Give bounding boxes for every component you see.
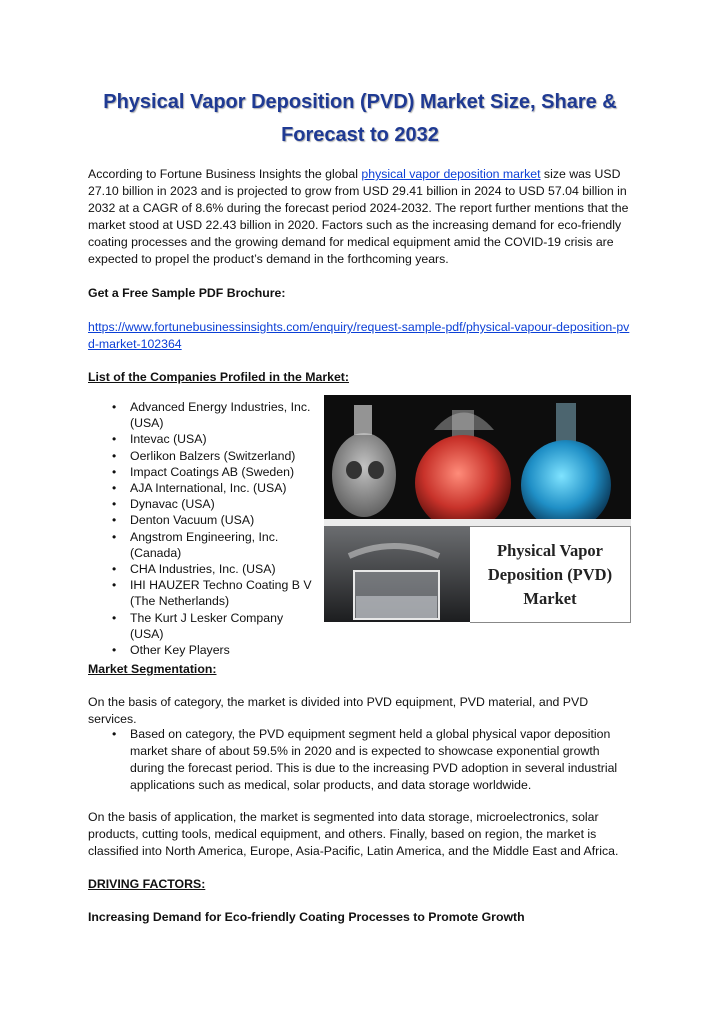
companies-heading: List of the Companies Profiled in the Market: xyxy=(88,370,349,384)
pvd-market-caption-box xyxy=(470,526,631,623)
list-item: • Angstrom Engineering, Inc. (Canada) xyxy=(88,529,318,561)
flasks-illustration xyxy=(324,395,631,526)
page-title: Physical Vapor Deposition (PVD) Market Size, Share & Forecast to 2032 xyxy=(103,91,617,146)
list-item: • Impact Coatings AB (Sweden) xyxy=(88,464,318,480)
list-item: • Advanced Energy Industries, Inc. (USA) xyxy=(88,399,318,431)
driving-factors-subheading: Increasing Demand for Eco-friendly Coating Processes to Promote Growth xyxy=(88,910,525,924)
segmentation-application-text: On the basis of application, the market is segmented into data storage, microelectronics, solar products, cutting tools, medical equipment, and others. Finally, based on region, the market is classified into North America, Europe, Asia-Pacific, Latin America, and the Middle East and Africa. xyxy=(88,810,619,858)
bullet-dot: • xyxy=(112,727,117,741)
image-caption: Physical Vapor Deposition (PVD) Market xyxy=(487,540,613,608)
driving-factors-heading: DRIVING FACTORS: xyxy=(88,877,206,891)
segmentation-bullet-text: Based on category, the PVD equipment segment held a global physical vapor deposition market share of about 59.5% in 2020 and is expected to showcase exponential growth during the forecast period. This is due to the increasing PVD adoption in several industrial applications such as medical, solar products, and data storage worldwide. xyxy=(130,727,618,792)
list-item: • Intevac (USA) xyxy=(88,431,318,447)
segmentation-heading: Market Segmentation: xyxy=(88,662,217,676)
list-item: • Denton Vacuum (USA) xyxy=(88,512,318,528)
companies-list xyxy=(88,399,318,658)
beaker-photo xyxy=(324,526,470,622)
intro-paragraph xyxy=(88,166,636,268)
beaker-illustration xyxy=(324,526,470,622)
list-item: • AJA International, Inc. (USA) xyxy=(88,480,318,496)
brochure-heading: Get a Free Sample PDF Brochure: xyxy=(88,286,286,300)
list-item: • Other Key Players xyxy=(88,642,318,658)
brochure-link-paragraph xyxy=(88,319,636,353)
intro-text-rest: size was USD 27.10 billion in 2023 and is projected to grow from USD 29.41 billion in 2024 to USD 57.04 billion in 2032 at a CAGR of 8.6% during the forecast period 2024-2032. The report further mentions that the market stood at USD 22.43 billion in 2020. Factors such as the increasing demand for eco-friendly coating processes and the growing demand for medical equipment amid the COVID-19 crisis are expected to propel the product’s demand in the forthcoming years. xyxy=(88,167,629,266)
list-item: • IHI HAUZER Techno Coating B V (The Netherlands) xyxy=(88,577,318,609)
list-item: • Dynavac (USA) xyxy=(88,496,318,512)
list-item: • CHA Industries, Inc. (USA) xyxy=(88,561,318,577)
list-item: • Oerlikon Balzers (Switzerland) xyxy=(88,448,318,464)
sample-pdf-link[interactable]: https://www.fortunebusinessinsights.com/enquiry/request-sample-pdf/physical-vapour-deposition-pvd-market-102364 xyxy=(88,320,630,351)
flasks-photo xyxy=(324,395,631,526)
segmentation-category-text: On the basis of category, the market is divided into PVD equipment, PVD material, and PVD services. xyxy=(88,695,589,726)
segmentation-bullet xyxy=(88,726,636,794)
pvd-market-link[interactable]: physical vapor deposition market xyxy=(361,167,541,181)
list-item: • The Kurt J Lesker Company (USA) xyxy=(88,610,318,642)
intro-text-start: According to Fortune Business Insights the global xyxy=(88,167,362,181)
